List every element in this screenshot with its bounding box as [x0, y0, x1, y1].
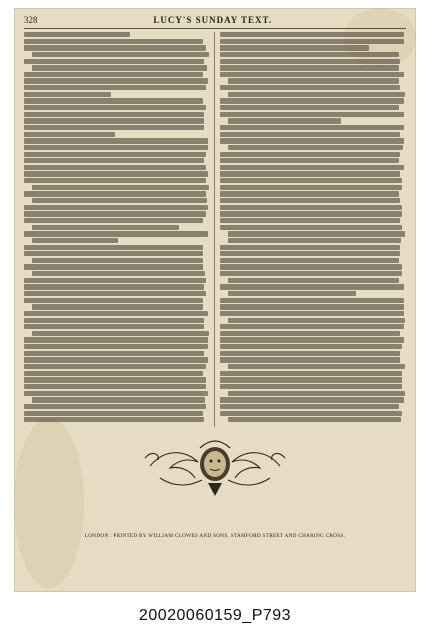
text-line — [220, 331, 400, 336]
text-line — [220, 132, 400, 137]
text-line — [220, 165, 404, 170]
text-line — [24, 85, 206, 90]
text-line — [24, 78, 208, 83]
text-line — [32, 258, 203, 263]
text-line — [228, 278, 399, 283]
text-line — [32, 331, 209, 336]
text-line — [220, 105, 399, 110]
text-line — [220, 324, 404, 329]
text-line — [220, 191, 399, 196]
text-line — [24, 311, 208, 316]
text-line — [24, 251, 203, 256]
text-line — [24, 105, 206, 110]
text-line — [220, 52, 399, 57]
text-line — [24, 39, 203, 44]
image-caption: 20020060159_P793 — [138, 607, 292, 624]
text-line — [32, 225, 179, 230]
text-line — [32, 198, 207, 203]
text-line — [24, 218, 203, 223]
text-line — [220, 125, 404, 130]
text-line — [228, 78, 399, 83]
text-line — [24, 59, 204, 64]
text-line — [24, 92, 111, 97]
text-line — [24, 32, 130, 37]
text-line — [220, 384, 402, 389]
text-line — [220, 251, 400, 256]
text-line — [24, 171, 208, 176]
page-number: 328 — [24, 15, 38, 25]
page-header — [24, 14, 406, 26]
text-line — [24, 344, 208, 349]
text-line — [228, 364, 405, 369]
text-line — [220, 112, 404, 117]
text-line — [32, 271, 205, 276]
text-line — [24, 391, 208, 396]
text-line — [32, 397, 205, 402]
text-line — [220, 178, 402, 183]
text-line — [24, 191, 206, 196]
column-divider — [214, 32, 215, 427]
text-line — [220, 32, 404, 37]
running-title: LUCY'S SUNDAY TEXT. — [153, 15, 273, 25]
text-line — [24, 145, 208, 150]
text-line — [220, 371, 402, 376]
text-line — [24, 337, 208, 342]
text-line — [24, 165, 206, 170]
text-line — [24, 364, 206, 369]
text-line — [24, 351, 204, 356]
text-line — [220, 377, 402, 382]
text-line — [24, 278, 206, 283]
age-stain — [14, 418, 84, 588]
text-line — [220, 205, 402, 210]
text-line — [228, 145, 403, 150]
text-line — [24, 318, 204, 323]
text-line — [24, 178, 206, 183]
text-line — [220, 271, 402, 276]
text-line — [220, 225, 402, 230]
header-rule — [24, 28, 406, 29]
text-line — [220, 211, 402, 216]
text-line — [24, 45, 206, 50]
text-line — [24, 231, 208, 236]
text-line — [220, 185, 402, 190]
text-line — [220, 158, 399, 163]
text-line — [24, 245, 203, 250]
text-line — [220, 337, 404, 342]
text-line — [24, 112, 204, 117]
text-line — [228, 291, 356, 296]
text-line — [220, 311, 404, 316]
text-line — [24, 158, 204, 163]
text-line — [32, 52, 209, 57]
text-line — [220, 298, 404, 303]
text-line — [24, 324, 204, 329]
text-column-left — [24, 32, 210, 427]
text-line — [220, 404, 399, 409]
text-line — [24, 298, 203, 303]
text-line — [24, 138, 208, 143]
text-line — [220, 344, 402, 349]
text-line — [220, 245, 400, 250]
text-line — [24, 72, 203, 77]
text-line — [220, 72, 404, 77]
text-line — [220, 397, 404, 402]
text-line — [24, 211, 206, 216]
text-line — [24, 291, 206, 296]
text-line — [220, 284, 404, 289]
text-line — [220, 258, 399, 263]
text-line — [220, 85, 400, 90]
text-line — [24, 125, 204, 130]
text-line — [220, 138, 404, 143]
text-line — [220, 152, 400, 157]
text-line — [228, 118, 341, 123]
page-sheet — [14, 8, 416, 592]
text-line — [24, 205, 208, 210]
text-line — [24, 417, 204, 422]
text-line — [220, 218, 400, 223]
text-line — [228, 417, 401, 422]
text-line — [228, 92, 405, 97]
text-line — [32, 185, 209, 190]
text-line — [24, 132, 115, 137]
text-line — [24, 384, 206, 389]
text-line — [24, 118, 204, 123]
text-line — [228, 391, 405, 396]
text-line — [220, 98, 404, 103]
text-line — [32, 304, 203, 309]
text-line — [24, 98, 203, 103]
printer-imprint: LONDON : PRINTED BY WILLIAM CLOWES AND SONS, STAMFORD STREET AND CHARING CROSS. — [84, 533, 346, 539]
text-line — [220, 59, 400, 64]
text-line — [32, 238, 118, 243]
text-line — [24, 264, 203, 269]
text-line — [24, 357, 208, 362]
ornamental-tailpiece — [140, 428, 290, 503]
text-line — [220, 65, 399, 70]
text-line — [228, 318, 405, 323]
text-line — [24, 411, 203, 416]
text-column-right — [220, 32, 406, 427]
text-line — [220, 411, 402, 416]
text-line — [220, 304, 404, 309]
text-line — [24, 152, 206, 157]
text-line — [32, 65, 207, 70]
text-line — [220, 357, 400, 362]
text-line — [24, 284, 204, 289]
text-line — [220, 171, 400, 176]
text-line — [24, 404, 206, 409]
text-line — [24, 377, 206, 382]
text-line — [220, 198, 400, 203]
text-line — [220, 45, 369, 50]
text-line — [220, 39, 404, 44]
text-line — [228, 238, 401, 243]
text-line — [24, 371, 203, 376]
text-line — [220, 264, 402, 269]
text-line — [228, 231, 405, 236]
text-line — [220, 351, 400, 356]
